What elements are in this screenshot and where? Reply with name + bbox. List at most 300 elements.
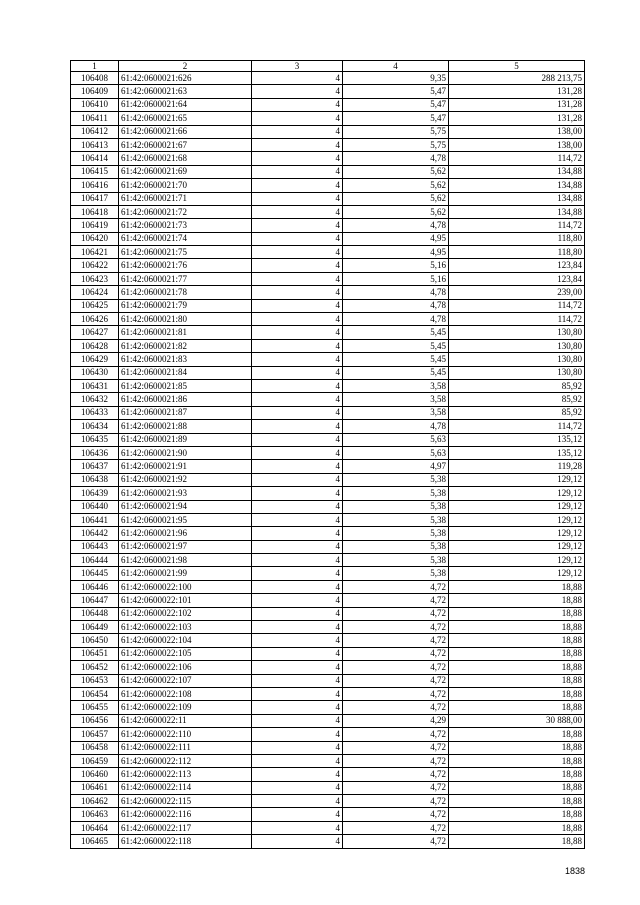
- cadastral-number-cell: 61:42:0600021:96: [119, 527, 252, 540]
- category-cell: 4: [252, 768, 343, 781]
- rate-cell: 4,72: [343, 607, 449, 620]
- category-cell: 4: [252, 674, 343, 687]
- rate-cell: 4,29: [343, 714, 449, 727]
- table-row: [71, 219, 585, 232]
- cadastral-number-cell: 61:42:0600021:99: [119, 567, 252, 580]
- row-number-cell: 106451: [71, 647, 119, 660]
- category-cell: 4: [252, 138, 343, 151]
- cadastral-number-cell: 61:42:0600022:108: [119, 687, 252, 700]
- value-cell: 129,12: [449, 567, 585, 580]
- table-row: [71, 567, 585, 580]
- table-row: [71, 781, 585, 794]
- row-number-cell: 106446: [71, 580, 119, 593]
- category-cell: 4: [252, 85, 343, 98]
- value-cell: 18,88: [449, 741, 585, 754]
- row-number-cell: 106425: [71, 299, 119, 312]
- table-row: [71, 393, 585, 406]
- category-cell: 4: [252, 259, 343, 272]
- category-cell: 4: [252, 487, 343, 500]
- cadastral-number-cell: 61:42:0600021:626: [119, 72, 252, 85]
- value-cell: 18,88: [449, 674, 585, 687]
- value-cell: 131,28: [449, 85, 585, 98]
- category-cell: 4: [252, 741, 343, 754]
- table-row: [71, 112, 585, 125]
- table-row: [71, 326, 585, 339]
- cadastral-number-cell: 61:42:0600022:105: [119, 647, 252, 660]
- table-row: [71, 795, 585, 808]
- rate-cell: 5,38: [343, 513, 449, 526]
- category-cell: 4: [252, 219, 343, 232]
- cadastral-number-cell: 61:42:0600021:90: [119, 446, 252, 459]
- rate-cell: 4,72: [343, 580, 449, 593]
- table-row: [71, 607, 585, 620]
- table-row: [71, 179, 585, 192]
- table-row: [71, 353, 585, 366]
- table-row: [71, 728, 585, 741]
- value-cell: 138,00: [449, 138, 585, 151]
- category-cell: 4: [252, 661, 343, 674]
- rate-cell: 5,45: [343, 366, 449, 379]
- rate-cell: 3,58: [343, 379, 449, 392]
- cadastral-number-cell: 61:42:0600021:72: [119, 205, 252, 218]
- cadastral-number-cell: 61:42:0600022:116: [119, 808, 252, 821]
- cadastral-number-cell: 61:42:0600021:91: [119, 460, 252, 473]
- table-row: [71, 286, 585, 299]
- rate-cell: 5,75: [343, 125, 449, 138]
- category-cell: 4: [252, 379, 343, 392]
- cadastral-number-cell: 61:42:0600021:78: [119, 286, 252, 299]
- rate-cell: 4,72: [343, 754, 449, 767]
- row-number-cell: 106428: [71, 339, 119, 352]
- row-number-cell: 106432: [71, 393, 119, 406]
- cadastral-number-cell: 61:42:0600021:92: [119, 473, 252, 486]
- rate-cell: 4,72: [343, 795, 449, 808]
- cadastral-number-cell: 61:42:0600022:103: [119, 621, 252, 634]
- value-cell: 18,88: [449, 808, 585, 821]
- table-row: [71, 500, 585, 513]
- row-number-cell: 106437: [71, 460, 119, 473]
- table-row: [71, 513, 585, 526]
- cadastral-number-cell: 61:42:0600021:83: [119, 353, 252, 366]
- row-number-cell: 106408: [71, 72, 119, 85]
- value-cell: 18,88: [449, 621, 585, 634]
- row-number-cell: 106419: [71, 219, 119, 232]
- value-cell: 118,80: [449, 246, 585, 259]
- category-cell: 4: [252, 647, 343, 660]
- value-cell: 129,12: [449, 527, 585, 540]
- rate-cell: 5,63: [343, 446, 449, 459]
- table-row: [71, 634, 585, 647]
- value-cell: 114,72: [449, 152, 585, 165]
- cadastral-number-cell: 61:42:0600022:110: [119, 728, 252, 741]
- page-number: 1838: [565, 866, 586, 876]
- row-number-cell: 106429: [71, 353, 119, 366]
- category-cell: 4: [252, 795, 343, 808]
- cadastral-number-cell: 61:42:0600021:81: [119, 326, 252, 339]
- value-cell: 129,12: [449, 500, 585, 513]
- row-number-cell: 106426: [71, 313, 119, 326]
- row-number-cell: 106456: [71, 714, 119, 727]
- row-number-cell: 106444: [71, 554, 119, 567]
- rate-cell: 4,78: [343, 286, 449, 299]
- table-row: [71, 473, 585, 486]
- cadastral-number-cell: 61:42:0600022:104: [119, 634, 252, 647]
- value-cell: 134,88: [449, 205, 585, 218]
- rate-cell: 4,97: [343, 460, 449, 473]
- category-cell: 4: [252, 98, 343, 111]
- category-cell: 4: [252, 607, 343, 620]
- category-cell: 4: [252, 205, 343, 218]
- cadastral-number-cell: 61:42:0600021:70: [119, 179, 252, 192]
- category-cell: 4: [252, 246, 343, 259]
- table-row: [71, 821, 585, 834]
- rate-cell: 5,62: [343, 165, 449, 178]
- cadastral-number-cell: 61:42:0600021:82: [119, 339, 252, 352]
- rate-cell: 4,78: [343, 152, 449, 165]
- rate-cell: 5,75: [343, 138, 449, 151]
- cadastral-number-cell: 61:42:0600022:107: [119, 674, 252, 687]
- rate-cell: 3,58: [343, 406, 449, 419]
- value-cell: 18,88: [449, 795, 585, 808]
- rate-cell: 4,72: [343, 701, 449, 714]
- row-number-cell: 106439: [71, 487, 119, 500]
- value-cell: 135,12: [449, 433, 585, 446]
- value-cell: 18,88: [449, 687, 585, 700]
- category-cell: 4: [252, 232, 343, 245]
- row-number-cell: 106411: [71, 112, 119, 125]
- row-number-cell: 106427: [71, 326, 119, 339]
- rate-cell: 5,47: [343, 98, 449, 111]
- table-row: [71, 446, 585, 459]
- cadastral-number-cell: 61:42:0600021:88: [119, 420, 252, 433]
- cadastral-number-cell: 61:42:0600022:100: [119, 580, 252, 593]
- column-header-2: 2: [119, 61, 252, 72]
- cadastral-number-cell: 61:42:0600022:117: [119, 821, 252, 834]
- rate-cell: 4,72: [343, 661, 449, 674]
- cadastral-number-cell: 61:42:0600021:93: [119, 487, 252, 500]
- value-cell: 119,28: [449, 460, 585, 473]
- cadastral-number-cell: 61:42:0600022:102: [119, 607, 252, 620]
- value-cell: 123,84: [449, 272, 585, 285]
- row-number-cell: 106462: [71, 795, 119, 808]
- category-cell: 4: [252, 326, 343, 339]
- cadastral-number-cell: 61:42:0600021:74: [119, 232, 252, 245]
- value-cell: 18,88: [449, 594, 585, 607]
- value-cell: 134,88: [449, 165, 585, 178]
- row-number-cell: 106458: [71, 741, 119, 754]
- cadastral-number-cell: 61:42:0600021:94: [119, 500, 252, 513]
- value-cell: 85,92: [449, 379, 585, 392]
- category-cell: 4: [252, 781, 343, 794]
- value-cell: 30 888,00: [449, 714, 585, 727]
- value-cell: 18,88: [449, 728, 585, 741]
- row-number-cell: 106412: [71, 125, 119, 138]
- cadastral-number-cell: 61:42:0600022:114: [119, 781, 252, 794]
- cadastral-number-cell: 61:42:0600022:118: [119, 835, 252, 848]
- cadastral-number-cell: 61:42:0600021:66: [119, 125, 252, 138]
- category-cell: 4: [252, 687, 343, 700]
- cadastral-number-cell: 61:42:0600022:115: [119, 795, 252, 808]
- table-row: [71, 580, 585, 593]
- rate-cell: 4,72: [343, 835, 449, 848]
- value-cell: 114,72: [449, 420, 585, 433]
- value-cell: 18,88: [449, 647, 585, 660]
- category-cell: 4: [252, 634, 343, 647]
- rate-cell: 4,72: [343, 687, 449, 700]
- row-number-cell: 106442: [71, 527, 119, 540]
- rate-cell: 5,47: [343, 112, 449, 125]
- row-number-cell: 106438: [71, 473, 119, 486]
- table-row: [71, 714, 585, 727]
- column-header-3: 3: [252, 61, 343, 72]
- row-number-cell: 106415: [71, 165, 119, 178]
- category-cell: 4: [252, 554, 343, 567]
- cadastral-number-cell: 61:42:0600021:76: [119, 259, 252, 272]
- category-cell: 4: [252, 179, 343, 192]
- value-cell: 85,92: [449, 393, 585, 406]
- value-cell: 18,88: [449, 821, 585, 834]
- rate-cell: 4,72: [343, 821, 449, 834]
- row-number-cell: 106449: [71, 621, 119, 634]
- value-cell: 18,88: [449, 754, 585, 767]
- cadastral-number-cell: 61:42:0600021:85: [119, 379, 252, 392]
- category-cell: 4: [252, 353, 343, 366]
- rate-cell: 5,62: [343, 205, 449, 218]
- category-cell: 4: [252, 567, 343, 580]
- cadastral-number-cell: 61:42:0600021:65: [119, 112, 252, 125]
- rate-cell: 4,72: [343, 741, 449, 754]
- row-number-cell: 106424: [71, 286, 119, 299]
- table-row: [71, 272, 585, 285]
- rate-cell: 4,72: [343, 728, 449, 741]
- category-cell: 4: [252, 527, 343, 540]
- category-cell: 4: [252, 728, 343, 741]
- table-row: [71, 674, 585, 687]
- table-row: [71, 232, 585, 245]
- table-row: [71, 594, 585, 607]
- rate-cell: 4,78: [343, 219, 449, 232]
- value-cell: 134,88: [449, 179, 585, 192]
- rate-cell: 5,38: [343, 487, 449, 500]
- rate-cell: 4,72: [343, 621, 449, 634]
- value-cell: 131,28: [449, 112, 585, 125]
- table-row: [71, 741, 585, 754]
- category-cell: 4: [252, 299, 343, 312]
- row-number-cell: 106434: [71, 420, 119, 433]
- category-cell: 4: [252, 339, 343, 352]
- category-cell: 4: [252, 500, 343, 513]
- table-row: [71, 754, 585, 767]
- cadastral-number-cell: 61:42:0600021:69: [119, 165, 252, 178]
- cadastral-number-cell: 61:42:0600021:64: [119, 98, 252, 111]
- cadastral-number-cell: 61:42:0600022:106: [119, 661, 252, 674]
- table-row: [71, 835, 585, 848]
- row-number-cell: 106418: [71, 205, 119, 218]
- rate-cell: 4,72: [343, 634, 449, 647]
- value-cell: 18,88: [449, 768, 585, 781]
- value-cell: 85,92: [449, 406, 585, 419]
- row-number-cell: 106414: [71, 152, 119, 165]
- row-number-cell: 106431: [71, 379, 119, 392]
- row-number-cell: 106460: [71, 768, 119, 781]
- rate-cell: 4,72: [343, 781, 449, 794]
- row-number-cell: 106461: [71, 781, 119, 794]
- rate-cell: 4,78: [343, 313, 449, 326]
- cadastral-number-cell: 61:42:0600022:112: [119, 754, 252, 767]
- table-row: [71, 366, 585, 379]
- value-cell: 129,12: [449, 487, 585, 500]
- category-cell: 4: [252, 460, 343, 473]
- value-cell: 114,72: [449, 299, 585, 312]
- value-cell: 130,80: [449, 353, 585, 366]
- category-cell: 4: [252, 112, 343, 125]
- cadastral-number-cell: 61:42:0600021:89: [119, 433, 252, 446]
- table-row: [71, 165, 585, 178]
- rate-cell: 4,78: [343, 420, 449, 433]
- category-cell: 4: [252, 420, 343, 433]
- column-header-5: 5: [449, 61, 585, 72]
- value-cell: 134,88: [449, 192, 585, 205]
- rate-cell: 5,62: [343, 179, 449, 192]
- category-cell: 4: [252, 473, 343, 486]
- value-cell: 129,12: [449, 554, 585, 567]
- rate-cell: 5,63: [343, 433, 449, 446]
- row-number-cell: 106423: [71, 272, 119, 285]
- rate-cell: 4,72: [343, 647, 449, 660]
- row-number-cell: 106433: [71, 406, 119, 419]
- value-cell: 288 213,75: [449, 72, 585, 85]
- table-row: [71, 701, 585, 714]
- rate-cell: 4,72: [343, 768, 449, 781]
- cadastral-number-cell: 61:42:0600021:87: [119, 406, 252, 419]
- rate-cell: 4,72: [343, 674, 449, 687]
- value-cell: 118,80: [449, 232, 585, 245]
- category-cell: 4: [252, 286, 343, 299]
- value-cell: 129,12: [449, 513, 585, 526]
- table-row: [71, 379, 585, 392]
- cadastral-number-cell: 61:42:0600021:84: [119, 366, 252, 379]
- value-cell: 18,88: [449, 661, 585, 674]
- table-row: [71, 313, 585, 326]
- row-number-cell: 106448: [71, 607, 119, 620]
- cadastral-number-cell: 61:42:0600021:75: [119, 246, 252, 259]
- rate-cell: 5,38: [343, 500, 449, 513]
- rate-cell: 5,38: [343, 473, 449, 486]
- cadastral-number-cell: 61:42:0600021:79: [119, 299, 252, 312]
- row-number-cell: 106464: [71, 821, 119, 834]
- row-number-cell: 106440: [71, 500, 119, 513]
- row-number-cell: 106417: [71, 192, 119, 205]
- category-cell: 4: [252, 165, 343, 178]
- category-cell: 4: [252, 580, 343, 593]
- cadastral-number-cell: 61:42:0600021:95: [119, 513, 252, 526]
- table-row: [71, 420, 585, 433]
- cadastral-number-cell: 61:42:0600021:98: [119, 554, 252, 567]
- category-cell: 4: [252, 540, 343, 553]
- row-number-cell: 106436: [71, 446, 119, 459]
- table-row: [71, 192, 585, 205]
- category-cell: 4: [252, 835, 343, 848]
- row-number-cell: 106416: [71, 179, 119, 192]
- table-row: [71, 152, 585, 165]
- value-cell: 114,72: [449, 219, 585, 232]
- cadastral-number-cell: 61:42:0600021:67: [119, 138, 252, 151]
- row-number-cell: 106410: [71, 98, 119, 111]
- table-row: [71, 808, 585, 821]
- cadastral-number-cell: 61:42:0600022:109: [119, 701, 252, 714]
- table-row: [71, 621, 585, 634]
- row-number-cell: 106457: [71, 728, 119, 741]
- category-cell: 4: [252, 808, 343, 821]
- value-cell: 138,00: [449, 125, 585, 138]
- value-cell: 130,80: [449, 339, 585, 352]
- value-cell: 18,88: [449, 835, 585, 848]
- table-row: [71, 460, 585, 473]
- table-row: [71, 299, 585, 312]
- value-cell: 18,88: [449, 634, 585, 647]
- rate-cell: 4,95: [343, 232, 449, 245]
- rate-cell: 4,72: [343, 594, 449, 607]
- table-row: [71, 487, 585, 500]
- table-row: [71, 554, 585, 567]
- value-cell: 18,88: [449, 607, 585, 620]
- cadastral-number-cell: 61:42:0600022:111: [119, 741, 252, 754]
- table-row: [71, 768, 585, 781]
- category-cell: 4: [252, 701, 343, 714]
- rate-cell: 5,45: [343, 326, 449, 339]
- rate-cell: 5,45: [343, 353, 449, 366]
- cadastral-number-cell: 61:42:0600022:113: [119, 768, 252, 781]
- rate-cell: 5,16: [343, 259, 449, 272]
- category-cell: 4: [252, 406, 343, 419]
- data-table: [70, 60, 585, 849]
- table-row: [71, 661, 585, 674]
- row-number-cell: 106421: [71, 246, 119, 259]
- row-number-cell: 106409: [71, 85, 119, 98]
- table-row: [71, 246, 585, 259]
- cadastral-number-cell: 61:42:0600021:97: [119, 540, 252, 553]
- rate-cell: 4,95: [343, 246, 449, 259]
- cadastral-number-cell: 61:42:0600021:86: [119, 393, 252, 406]
- row-number-cell: 106441: [71, 513, 119, 526]
- row-number-cell: 106443: [71, 540, 119, 553]
- value-cell: 129,12: [449, 473, 585, 486]
- rate-cell: 4,72: [343, 808, 449, 821]
- category-cell: 4: [252, 272, 343, 285]
- value-cell: 130,80: [449, 366, 585, 379]
- category-cell: 4: [252, 621, 343, 634]
- table-row: [71, 406, 585, 419]
- cadastral-number-cell: 61:42:0600021:71: [119, 192, 252, 205]
- row-number-cell: 106463: [71, 808, 119, 821]
- category-cell: 4: [252, 192, 343, 205]
- table-header-row: [71, 61, 585, 72]
- table-row: [71, 339, 585, 352]
- rate-cell: 5,38: [343, 540, 449, 553]
- table-row: [71, 433, 585, 446]
- rate-cell: 5,38: [343, 554, 449, 567]
- cadastral-number-cell: 61:42:0600021:73: [119, 219, 252, 232]
- row-number-cell: 106445: [71, 567, 119, 580]
- table-row: [71, 687, 585, 700]
- category-cell: 4: [252, 594, 343, 607]
- row-number-cell: 106453: [71, 674, 119, 687]
- table-body: [71, 72, 585, 849]
- value-cell: 114,72: [449, 313, 585, 326]
- cadastral-number-cell: 61:42:0600021:63: [119, 85, 252, 98]
- value-cell: 131,28: [449, 98, 585, 111]
- table-row: [71, 125, 585, 138]
